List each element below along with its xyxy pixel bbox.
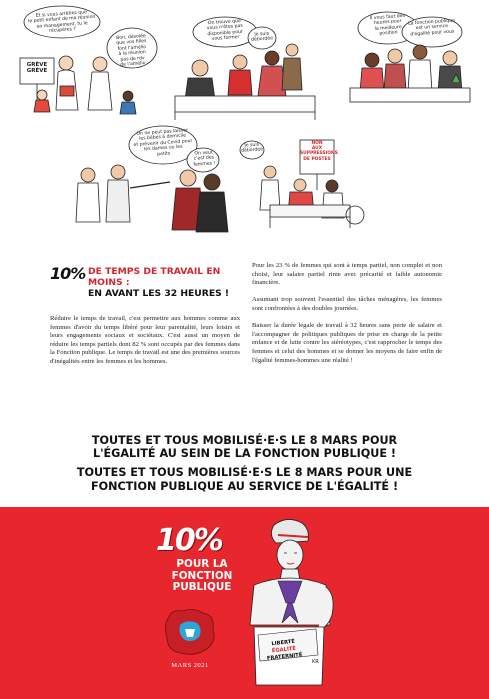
illustrations-section bbox=[0, 0, 489, 245]
artist-signature: KR bbox=[312, 659, 319, 665]
panel5-protest-sign: NON AUX SUPPRESSIONS DE POSTES bbox=[300, 141, 338, 162]
slogan-2: TOUTES ET TOUS MOBILISÉ·E·S LE 8 MARS POUR UNE FONCTION PUBLIQUE AU SERVICE DE L'ÉGALITÉ ! bbox=[76, 466, 413, 493]
red-footer bbox=[0, 507, 489, 699]
right-text-column bbox=[252, 262, 442, 374]
panel3-speech-bubble-1: Il vous faut des heures pour la meilleure position bbox=[369, 13, 406, 37]
panel2-speech-bubble-1: On trouve que vous n'êtes pas disponible pour vous former bbox=[206, 18, 244, 43]
panel3-speech-bubble-2: La fonction publique est un service d'égalité pour vous bbox=[408, 18, 456, 38]
headline-red-line: DE TEMPS DE TRAVAIL EN MOINS : bbox=[88, 266, 221, 288]
headline-black-line: EN AVANT LES 32 HEURES ! bbox=[88, 288, 230, 299]
panel5-speech-bubble-1: Je suis débordée bbox=[241, 142, 264, 155]
right-paragraph-2: Assumant trop souvent l'essentiel des tâches ménagères, les femmes sont confrontées à des doubles journées. bbox=[252, 296, 442, 312]
marianne-bust-icon bbox=[232, 515, 342, 695]
headline-percent-sign: % bbox=[70, 264, 86, 283]
panel2-speech-bubble-2: Je suis débordée bbox=[251, 31, 274, 44]
right-paragraph-1: Pour les 23 % de femmes qui sont à temps partiel, non complet et non choisi, leur salaire partiel rime avec précarité et faible autonomie financière. bbox=[252, 262, 442, 287]
footer-date: MARS 2021 bbox=[171, 662, 209, 669]
headline-percent-number: 10 bbox=[50, 264, 71, 283]
footer-line-2: FONCTION bbox=[171, 569, 233, 582]
panel1-speech-bubble-1: Et si vous arrêtiez que le petit enfant de ma réunion en management, tu le récupères ? bbox=[28, 10, 96, 35]
headline-percent bbox=[50, 264, 85, 283]
panel1-speech-bubble-2: Bon, désolée que vos filles font l'amélio à la réunion pas de rdv de l'amélio bbox=[116, 34, 147, 68]
panel4-speech-bubble-1: On ne peut pas laisser les bébés à domicile et prévenir du Covid pour les dames ou les petits bbox=[133, 128, 193, 158]
left-paragraph-1: Réduire le temps de travail, c'est permettre aux hommes comme aux femmes d'avoir du temps libéré pour leur parentalité, leurs loisirs et leurs engagements sociaux et sociétaux. C'est aussi un moyen de réduire les temps partiels dont 82 % sont occupés par des femmes dans la Fonction publique. Le temps de travail est une des premières sources d'inégalités entre les femmes et les hommes. bbox=[50, 315, 240, 365]
slogans-block bbox=[0, 434, 489, 493]
slogan-1: TOUTES ET TOUS MOBILISÉ·E·S LE 8 MARS POUR L'ÉGALITÉ AU SEIN DE LA FONCTION PUBLIQUE ! bbox=[91, 434, 398, 461]
footer-line-3: PUBLIQUE bbox=[172, 581, 232, 593]
plaque-liberte: LIBERTÉ bbox=[271, 638, 296, 648]
panel1-strike-sign: GRÈVE GRÈVE bbox=[26, 62, 48, 74]
cgt-logo-icon bbox=[163, 607, 218, 657]
footer-line-1: POUR LA bbox=[176, 558, 228, 570]
right-paragraph-3: Baisser la durée légale de travail à 32 heures sans perte de salaire et l'accompagner de politiques publiques de prise en charge de la petite enfance et de lutte contre les stéréotypes, c'est rapprocher le temps des femmes et celui des hommes et se donner les moyens de faire enfin de l'égalité femmes-hommes une réalité ! bbox=[252, 322, 442, 364]
left-text-column bbox=[50, 315, 240, 375]
plaque-fraternite: FRATERNITÉ bbox=[266, 652, 303, 662]
footer-percent: 10% bbox=[156, 523, 222, 558]
plaque-egalite: ÉGALITÉ bbox=[271, 645, 297, 655]
panel4-speech-bubble-2: On veut c'est des femmes ! bbox=[193, 150, 216, 168]
